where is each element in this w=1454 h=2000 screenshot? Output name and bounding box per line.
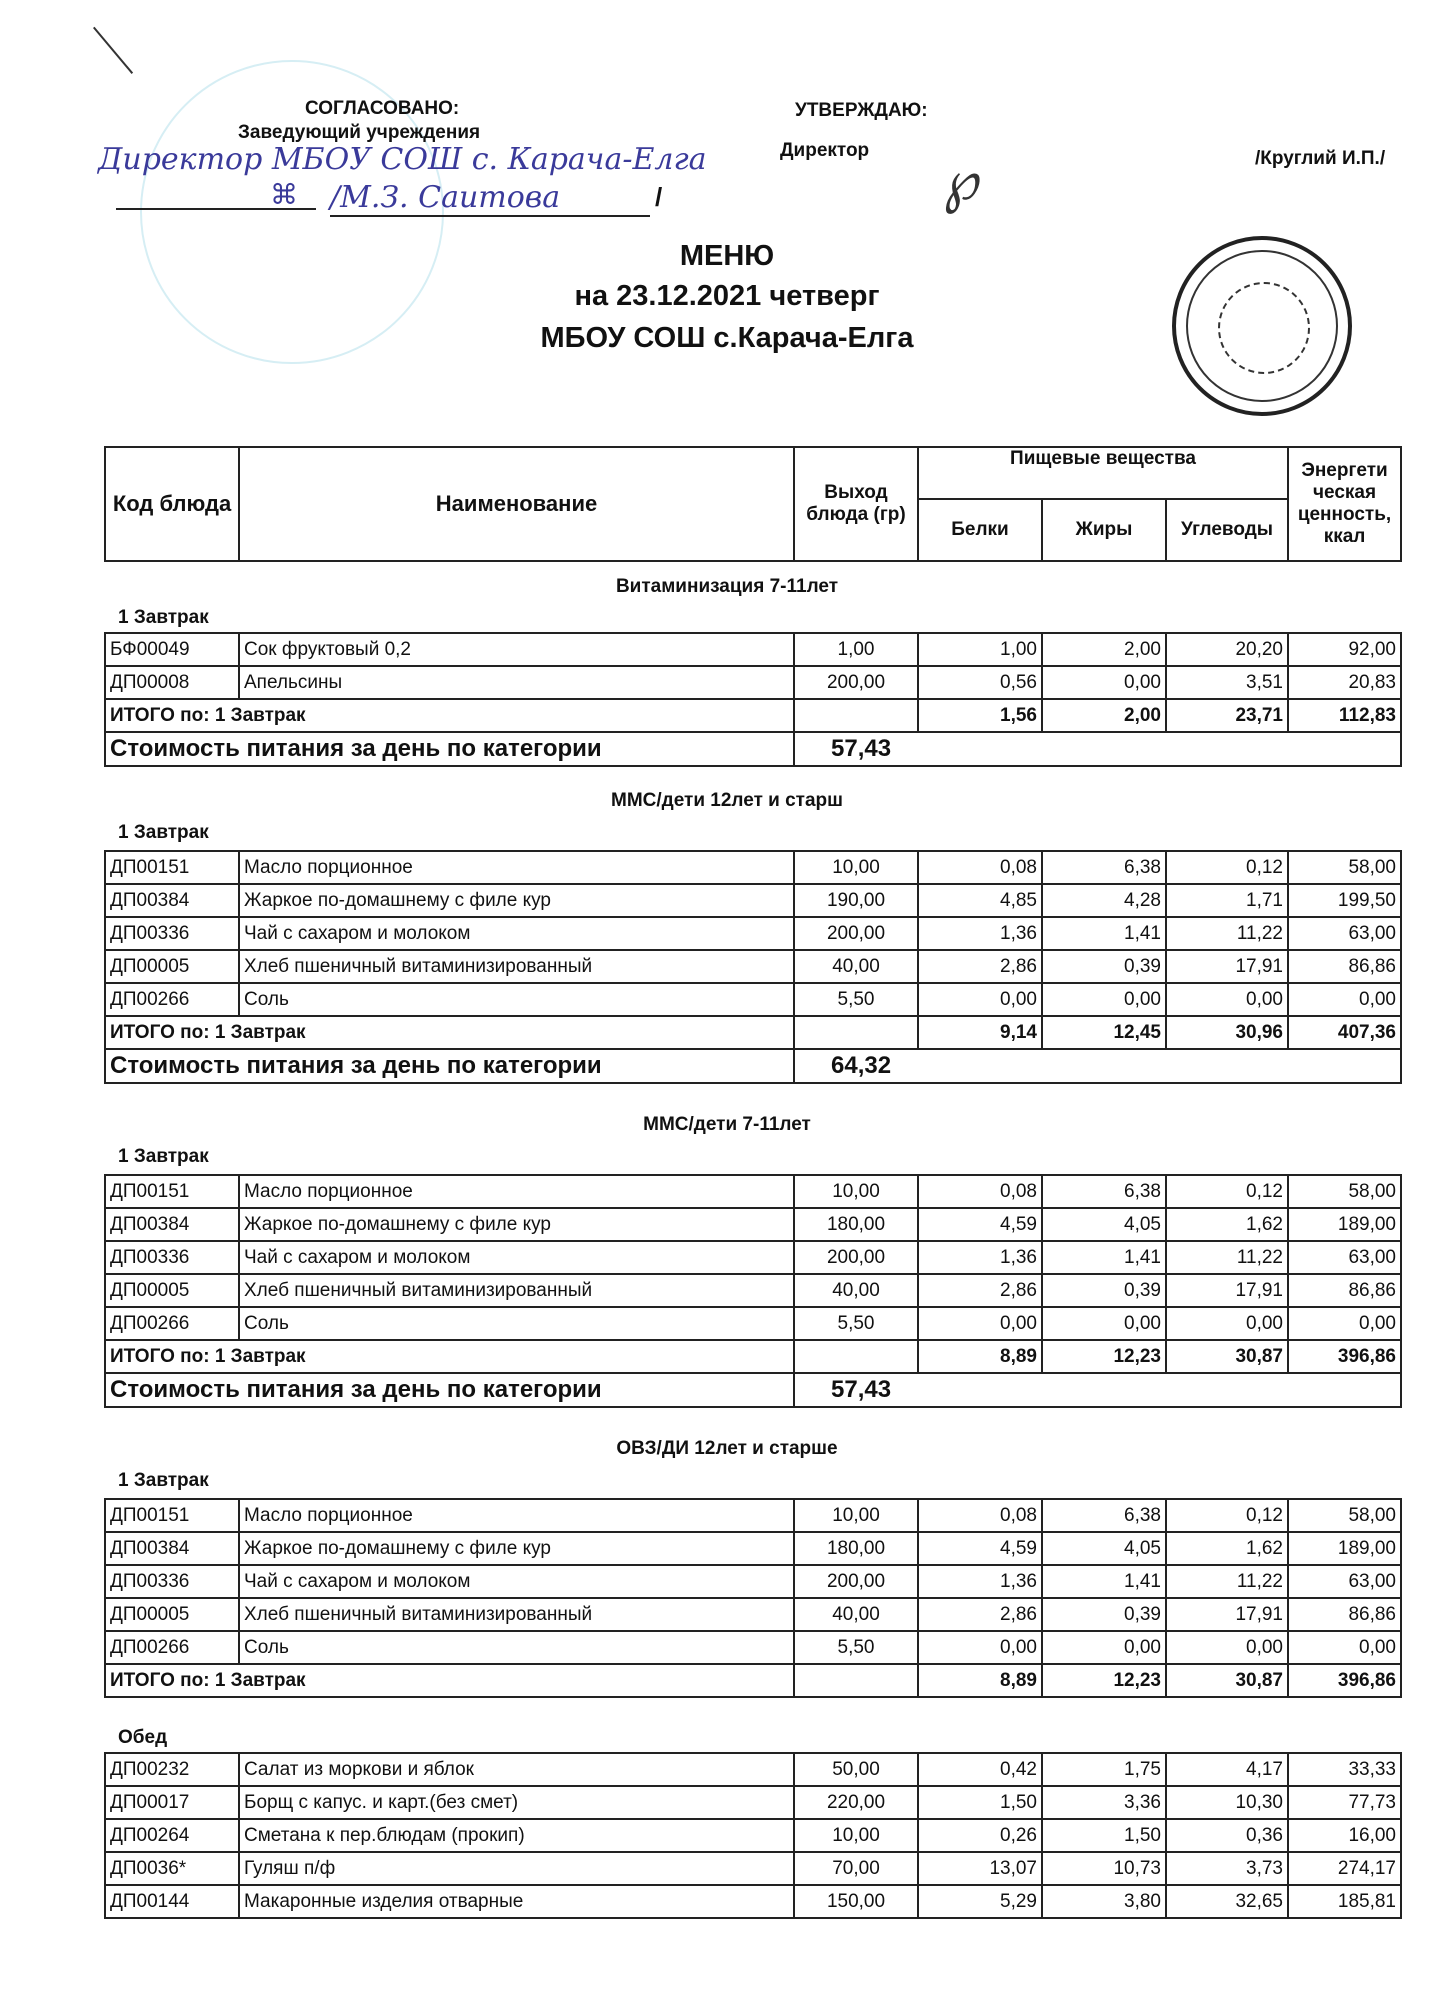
cost-label: Стоимость питания за день по категории bbox=[105, 732, 794, 766]
total-proteins: 9,14 bbox=[918, 1016, 1042, 1049]
agreed-slash: / bbox=[655, 182, 663, 212]
dish-kcal: 0,00 bbox=[1288, 1631, 1401, 1664]
dish-fats: 0,00 bbox=[1042, 1631, 1166, 1664]
dish-carbs: 0,12 bbox=[1166, 1175, 1288, 1208]
dish-fats: 1,41 bbox=[1042, 1241, 1166, 1274]
dish-carbs: 20,20 bbox=[1166, 633, 1288, 666]
dish-proteins: 1,00 bbox=[918, 633, 1042, 666]
dish-carbs: 0,12 bbox=[1166, 1499, 1288, 1532]
dish-proteins: 2,86 bbox=[918, 1598, 1042, 1631]
meal-title: 1 Завтрак bbox=[118, 822, 209, 843]
table-row bbox=[105, 666, 1401, 699]
dish-output: 5,50 bbox=[794, 1631, 918, 1664]
section-table-lunch bbox=[104, 1752, 1402, 1919]
dish-fats: 0,39 bbox=[1042, 950, 1166, 983]
dish-proteins: 0,26 bbox=[918, 1819, 1042, 1852]
dish-kcal: 63,00 bbox=[1288, 917, 1401, 950]
dish-code: ДП00336 bbox=[105, 1565, 239, 1598]
director-signature: ℘ bbox=[934, 147, 983, 216]
dish-carbs: 1,62 bbox=[1166, 1532, 1288, 1565]
dish-code: ДП0036* bbox=[105, 1852, 239, 1885]
dish-carbs: 11,22 bbox=[1166, 1241, 1288, 1274]
dish-fats: 0,00 bbox=[1042, 983, 1166, 1016]
dish-code: ДП00005 bbox=[105, 1598, 239, 1631]
dish-code: ДП00151 bbox=[105, 1175, 239, 1208]
dish-name: Хлеб пшеничный витаминизированный bbox=[239, 1274, 794, 1307]
dish-carbs: 3,73 bbox=[1166, 1852, 1288, 1885]
table-row bbox=[105, 1565, 1401, 1598]
total-label: ИТОГО по: 1 Завтрак bbox=[105, 1340, 794, 1373]
dish-proteins: 0,08 bbox=[918, 1499, 1042, 1532]
dish-code: ДП00005 bbox=[105, 1274, 239, 1307]
dish-name: Соль bbox=[239, 983, 794, 1016]
dish-code: ДП00384 bbox=[105, 1208, 239, 1241]
dish-fats: 1,75 bbox=[1042, 1753, 1166, 1786]
table-row bbox=[105, 1598, 1401, 1631]
dish-kcal: 33,33 bbox=[1288, 1753, 1401, 1786]
total-fats: 12,23 bbox=[1042, 1664, 1166, 1697]
dish-carbs: 0,12 bbox=[1166, 851, 1288, 884]
dish-kcal: 63,00 bbox=[1288, 1241, 1401, 1274]
dish-name: Сок фруктовый 0,2 bbox=[239, 633, 794, 666]
total-kcal: 396,86 bbox=[1288, 1340, 1401, 1373]
dish-code: ДП00151 bbox=[105, 1499, 239, 1532]
dish-fats: 6,38 bbox=[1042, 1499, 1166, 1532]
total-fats: 2,00 bbox=[1042, 699, 1166, 732]
total-label: ИТОГО по: 1 Завтрак bbox=[105, 1016, 794, 1049]
dish-kcal: 86,86 bbox=[1288, 1274, 1401, 1307]
dish-name: Соль bbox=[239, 1307, 794, 1340]
dish-proteins: 4,59 bbox=[918, 1208, 1042, 1241]
dish-fats: 4,05 bbox=[1042, 1532, 1166, 1565]
meal-title: 1 Завтрак bbox=[118, 607, 209, 628]
dish-output: 200,00 bbox=[794, 917, 918, 950]
dish-carbs: 4,17 bbox=[1166, 1753, 1288, 1786]
total-row bbox=[105, 1664, 1401, 1697]
total-kcal: 407,36 bbox=[1288, 1016, 1401, 1049]
dish-output: 5,50 bbox=[794, 983, 918, 1016]
dish-fats: 2,00 bbox=[1042, 633, 1166, 666]
total-row bbox=[105, 1016, 1401, 1049]
total-proteins: 8,89 bbox=[918, 1340, 1042, 1373]
dish-kcal: 20,83 bbox=[1288, 666, 1401, 699]
dish-name: Чай с сахаром и молоком bbox=[239, 1565, 794, 1598]
total-fats: 12,23 bbox=[1042, 1340, 1166, 1373]
section-table bbox=[104, 1174, 1402, 1408]
dish-code: ДП00144 bbox=[105, 1885, 239, 1918]
section-title: ММС/дети 12лет и старш bbox=[611, 790, 843, 811]
pen-mark bbox=[93, 27, 133, 74]
table-row bbox=[105, 1175, 1401, 1208]
dish-fats: 0,39 bbox=[1042, 1598, 1166, 1631]
dish-code: ДП00232 bbox=[105, 1753, 239, 1786]
col-carbs: Углеводы bbox=[1166, 499, 1288, 561]
total-carbs: 23,71 bbox=[1166, 699, 1288, 732]
total-row bbox=[105, 1340, 1401, 1373]
dish-fats: 6,38 bbox=[1042, 1175, 1166, 1208]
dish-kcal: 189,00 bbox=[1288, 1532, 1401, 1565]
table-row bbox=[105, 1532, 1401, 1565]
dish-carbs: 0,00 bbox=[1166, 983, 1288, 1016]
table-row bbox=[105, 851, 1401, 884]
meal-title: 1 Завтрак bbox=[118, 1146, 209, 1167]
dish-output: 70,00 bbox=[794, 1852, 918, 1885]
dish-name: Чай с сахаром и молоком bbox=[239, 917, 794, 950]
total-kcal: 112,83 bbox=[1288, 699, 1401, 732]
dish-proteins: 0,00 bbox=[918, 1307, 1042, 1340]
dish-carbs: 10,30 bbox=[1166, 1786, 1288, 1819]
agreed-label: СОГЛАСОВАНО: bbox=[305, 98, 460, 119]
dish-fats: 3,36 bbox=[1042, 1786, 1166, 1819]
menu-table-header bbox=[104, 446, 1402, 562]
dish-carbs: 1,62 bbox=[1166, 1208, 1288, 1241]
dish-fats: 4,28 bbox=[1042, 884, 1166, 917]
dish-code: ДП00336 bbox=[105, 1241, 239, 1274]
dish-fats: 3,80 bbox=[1042, 1885, 1166, 1918]
section-title: ОВЗ/ДИ 12лет и старше bbox=[616, 1438, 838, 1459]
table-row bbox=[105, 1819, 1401, 1852]
approve-label: УТВЕРЖДАЮ: bbox=[795, 100, 928, 121]
dish-name: Масло порционное bbox=[239, 1499, 794, 1532]
document-date: на 23.12.2021 четверг bbox=[574, 280, 880, 312]
dish-output: 220,00 bbox=[794, 1786, 918, 1819]
dish-kcal: 63,00 bbox=[1288, 1565, 1401, 1598]
cost-row bbox=[105, 1373, 1401, 1407]
cost-row bbox=[105, 1049, 1401, 1083]
table-row bbox=[105, 950, 1401, 983]
cost-row bbox=[105, 732, 1401, 766]
table-row bbox=[105, 1208, 1401, 1241]
total-label: ИТОГО по: 1 Завтрак bbox=[105, 699, 794, 732]
dish-proteins: 0,00 bbox=[918, 1631, 1042, 1664]
dish-code: ДП00017 bbox=[105, 1786, 239, 1819]
dish-name: Салат из моркови и яблок bbox=[239, 1753, 794, 1786]
agreed-name: /М.З. Саитова bbox=[330, 180, 650, 217]
cost-value: 57,43 bbox=[794, 1373, 1401, 1407]
dish-output: 200,00 bbox=[794, 1565, 918, 1598]
total-fats: 12,45 bbox=[1042, 1016, 1166, 1049]
dish-carbs: 17,91 bbox=[1166, 1274, 1288, 1307]
dish-kcal: 0,00 bbox=[1288, 983, 1401, 1016]
dish-name: Жаркое по-домашнему с филе кур bbox=[239, 1208, 794, 1241]
table-row bbox=[105, 1631, 1401, 1664]
dish-carbs: 1,71 bbox=[1166, 884, 1288, 917]
dish-fats: 1,41 bbox=[1042, 1565, 1166, 1598]
section-table bbox=[104, 632, 1402, 767]
dish-name: Масло порционное bbox=[239, 1175, 794, 1208]
dish-output: 200,00 bbox=[794, 1241, 918, 1274]
dish-name: Сметана к пер.блюдам (прокип) bbox=[239, 1819, 794, 1852]
agreed-handwritten-title: Директор МБОУ СОШ с. Карача-Елга bbox=[98, 142, 707, 177]
dish-carbs: 17,91 bbox=[1166, 1598, 1288, 1631]
cost-value: 57,43 bbox=[794, 732, 1401, 766]
dish-code: ДП00266 bbox=[105, 1631, 239, 1664]
dish-kcal: 0,00 bbox=[1288, 1307, 1401, 1340]
dish-fats: 1,41 bbox=[1042, 917, 1166, 950]
dish-proteins: 4,59 bbox=[918, 1532, 1042, 1565]
dish-proteins: 0,56 bbox=[918, 666, 1042, 699]
dish-output: 40,00 bbox=[794, 1274, 918, 1307]
dish-kcal: 86,86 bbox=[1288, 950, 1401, 983]
dish-kcal: 86,86 bbox=[1288, 1598, 1401, 1631]
dish-code: ДП00151 bbox=[105, 851, 239, 884]
dish-output: 10,00 bbox=[794, 851, 918, 884]
table-row bbox=[105, 1274, 1401, 1307]
table-row bbox=[105, 1786, 1401, 1819]
dish-name: Хлеб пшеничный витаминизированный bbox=[239, 1598, 794, 1631]
dish-kcal: 58,00 bbox=[1288, 1499, 1401, 1532]
dish-proteins: 2,86 bbox=[918, 1274, 1042, 1307]
dish-kcal: 58,00 bbox=[1288, 1175, 1401, 1208]
dish-fats: 0,00 bbox=[1042, 1307, 1166, 1340]
dish-kcal: 185,81 bbox=[1288, 1885, 1401, 1918]
dish-output: 10,00 bbox=[794, 1499, 918, 1532]
dish-name: Жаркое по-домашнему с филе кур bbox=[239, 1532, 794, 1565]
table-row bbox=[105, 1885, 1401, 1918]
section-table bbox=[104, 1498, 1402, 1698]
table-row bbox=[105, 1307, 1401, 1340]
dish-kcal: 92,00 bbox=[1288, 633, 1401, 666]
dish-proteins: 13,07 bbox=[918, 1852, 1042, 1885]
cost-label: Стоимость питания за день по категории bbox=[105, 1049, 794, 1083]
total-carbs: 30,87 bbox=[1166, 1664, 1288, 1697]
dish-kcal: 189,00 bbox=[1288, 1208, 1401, 1241]
dish-code: ДП00384 bbox=[105, 884, 239, 917]
col-nutrients: Пищевые вещества bbox=[918, 447, 1288, 499]
total-carbs: 30,87 bbox=[1166, 1340, 1288, 1373]
dish-carbs: 0,00 bbox=[1166, 1631, 1288, 1664]
agreed-signature: ⌘ bbox=[270, 178, 298, 211]
agreed-position: Заведующий учреждения bbox=[238, 122, 481, 143]
dish-proteins: 2,86 bbox=[918, 950, 1042, 983]
col-code: Код блюда bbox=[105, 447, 239, 561]
dish-proteins: 1,36 bbox=[918, 1241, 1042, 1274]
total-proteins: 8,89 bbox=[918, 1664, 1042, 1697]
dish-code: ДП00264 bbox=[105, 1819, 239, 1852]
table-row bbox=[105, 1499, 1401, 1532]
table-row bbox=[105, 983, 1401, 1016]
dish-kcal: 274,17 bbox=[1288, 1852, 1401, 1885]
dish-carbs: 3,51 bbox=[1166, 666, 1288, 699]
dish-carbs: 0,36 bbox=[1166, 1819, 1288, 1852]
document-title: МЕНЮ bbox=[679, 240, 775, 272]
meal-title: 1 Завтрак bbox=[118, 1470, 209, 1491]
dish-name: Чай с сахаром и молоком bbox=[239, 1241, 794, 1274]
dish-output: 180,00 bbox=[794, 1532, 918, 1565]
cost-label: Стоимость питания за день по категории bbox=[105, 1373, 794, 1407]
dish-proteins: 0,08 bbox=[918, 1175, 1042, 1208]
dish-name: Хлеб пшеничный витаминизированный bbox=[239, 950, 794, 983]
dish-fats: 1,50 bbox=[1042, 1819, 1166, 1852]
dish-name: Масло порционное bbox=[239, 851, 794, 884]
col-fats: Жиры bbox=[1042, 499, 1166, 561]
dish-name: Апельсины bbox=[239, 666, 794, 699]
dish-output: 1,00 bbox=[794, 633, 918, 666]
section-table bbox=[104, 850, 1402, 1084]
dish-code: ДП00384 bbox=[105, 1532, 239, 1565]
dish-proteins: 5,29 bbox=[918, 1885, 1042, 1918]
dish-proteins: 1,50 bbox=[918, 1786, 1042, 1819]
table-row bbox=[105, 1241, 1401, 1274]
dish-code: ДП00005 bbox=[105, 950, 239, 983]
school-name: МБОУ СОШ с.Карача-Елга bbox=[540, 322, 914, 354]
dish-output: 180,00 bbox=[794, 1208, 918, 1241]
dish-output: 10,00 bbox=[794, 1175, 918, 1208]
dish-kcal: 16,00 bbox=[1288, 1819, 1401, 1852]
col-output: Выход блюда (гр) bbox=[794, 447, 918, 561]
dish-output: 10,00 bbox=[794, 1819, 918, 1852]
dish-output: 40,00 bbox=[794, 950, 918, 983]
dish-kcal: 77,73 bbox=[1288, 1786, 1401, 1819]
dish-proteins: 4,85 bbox=[918, 884, 1042, 917]
dish-carbs: 17,91 bbox=[1166, 950, 1288, 983]
total-proteins: 1,56 bbox=[918, 699, 1042, 732]
dish-output: 5,50 bbox=[794, 1307, 918, 1340]
col-energy: Энергети ческая ценность, ккал bbox=[1288, 447, 1401, 561]
dish-proteins: 1,36 bbox=[918, 917, 1042, 950]
dish-fats: 4,05 bbox=[1042, 1208, 1166, 1241]
dish-code: ДП00336 bbox=[105, 917, 239, 950]
dish-name: Соль bbox=[239, 1631, 794, 1664]
dish-code: ДП00266 bbox=[105, 1307, 239, 1340]
total-row bbox=[105, 699, 1401, 732]
table-row bbox=[105, 1753, 1401, 1786]
dish-name: Макаронные изделия отварные bbox=[239, 1885, 794, 1918]
dish-carbs: 11,22 bbox=[1166, 1565, 1288, 1598]
dish-output: 200,00 bbox=[794, 666, 918, 699]
dish-carbs: 32,65 bbox=[1166, 1885, 1288, 1918]
dish-carbs: 11,22 bbox=[1166, 917, 1288, 950]
dish-name: Борщ с капус. и карт.(без смет) bbox=[239, 1786, 794, 1819]
dish-proteins: 0,42 bbox=[918, 1753, 1042, 1786]
table-row bbox=[105, 633, 1401, 666]
dish-code: ДП00266 bbox=[105, 983, 239, 1016]
section-title: ММС/дети 7-11лет bbox=[643, 1114, 811, 1135]
total-kcal: 396,86 bbox=[1288, 1664, 1401, 1697]
table-row bbox=[105, 884, 1401, 917]
dish-fats: 10,73 bbox=[1042, 1852, 1166, 1885]
dish-fats: 0,39 bbox=[1042, 1274, 1166, 1307]
cost-value: 64,32 bbox=[794, 1049, 1401, 1083]
total-label: ИТОГО по: 1 Завтрак bbox=[105, 1664, 794, 1697]
dish-output: 190,00 bbox=[794, 884, 918, 917]
dish-fats: 0,00 bbox=[1042, 666, 1166, 699]
approve-position: Директор bbox=[780, 140, 870, 161]
col-name: Наименование bbox=[239, 447, 794, 561]
dish-code: ДП00008 bbox=[105, 666, 239, 699]
dish-proteins: 1,36 bbox=[918, 1565, 1042, 1598]
dish-output: 50,00 bbox=[794, 1753, 918, 1786]
dish-kcal: 199,50 bbox=[1288, 884, 1401, 917]
approve-name: /Круглий И.П./ bbox=[1255, 148, 1386, 169]
table-row bbox=[105, 1852, 1401, 1885]
dish-name: Гуляш п/ф bbox=[239, 1852, 794, 1885]
dish-output: 150,00 bbox=[794, 1885, 918, 1918]
col-proteins: Белки bbox=[918, 499, 1042, 561]
dish-name: Жаркое по-домашнему с филе кур bbox=[239, 884, 794, 917]
dish-carbs: 0,00 bbox=[1166, 1307, 1288, 1340]
meal-title-lunch: Обед bbox=[118, 1727, 168, 1748]
dish-proteins: 0,08 bbox=[918, 851, 1042, 884]
dish-kcal: 58,00 bbox=[1288, 851, 1401, 884]
dish-fats: 6,38 bbox=[1042, 851, 1166, 884]
dish-proteins: 0,00 bbox=[918, 983, 1042, 1016]
table-row bbox=[105, 917, 1401, 950]
dish-code: БФ00049 bbox=[105, 633, 239, 666]
section-title: Витаминизация 7-11лет bbox=[615, 576, 839, 597]
dish-output: 40,00 bbox=[794, 1598, 918, 1631]
total-carbs: 30,96 bbox=[1166, 1016, 1288, 1049]
